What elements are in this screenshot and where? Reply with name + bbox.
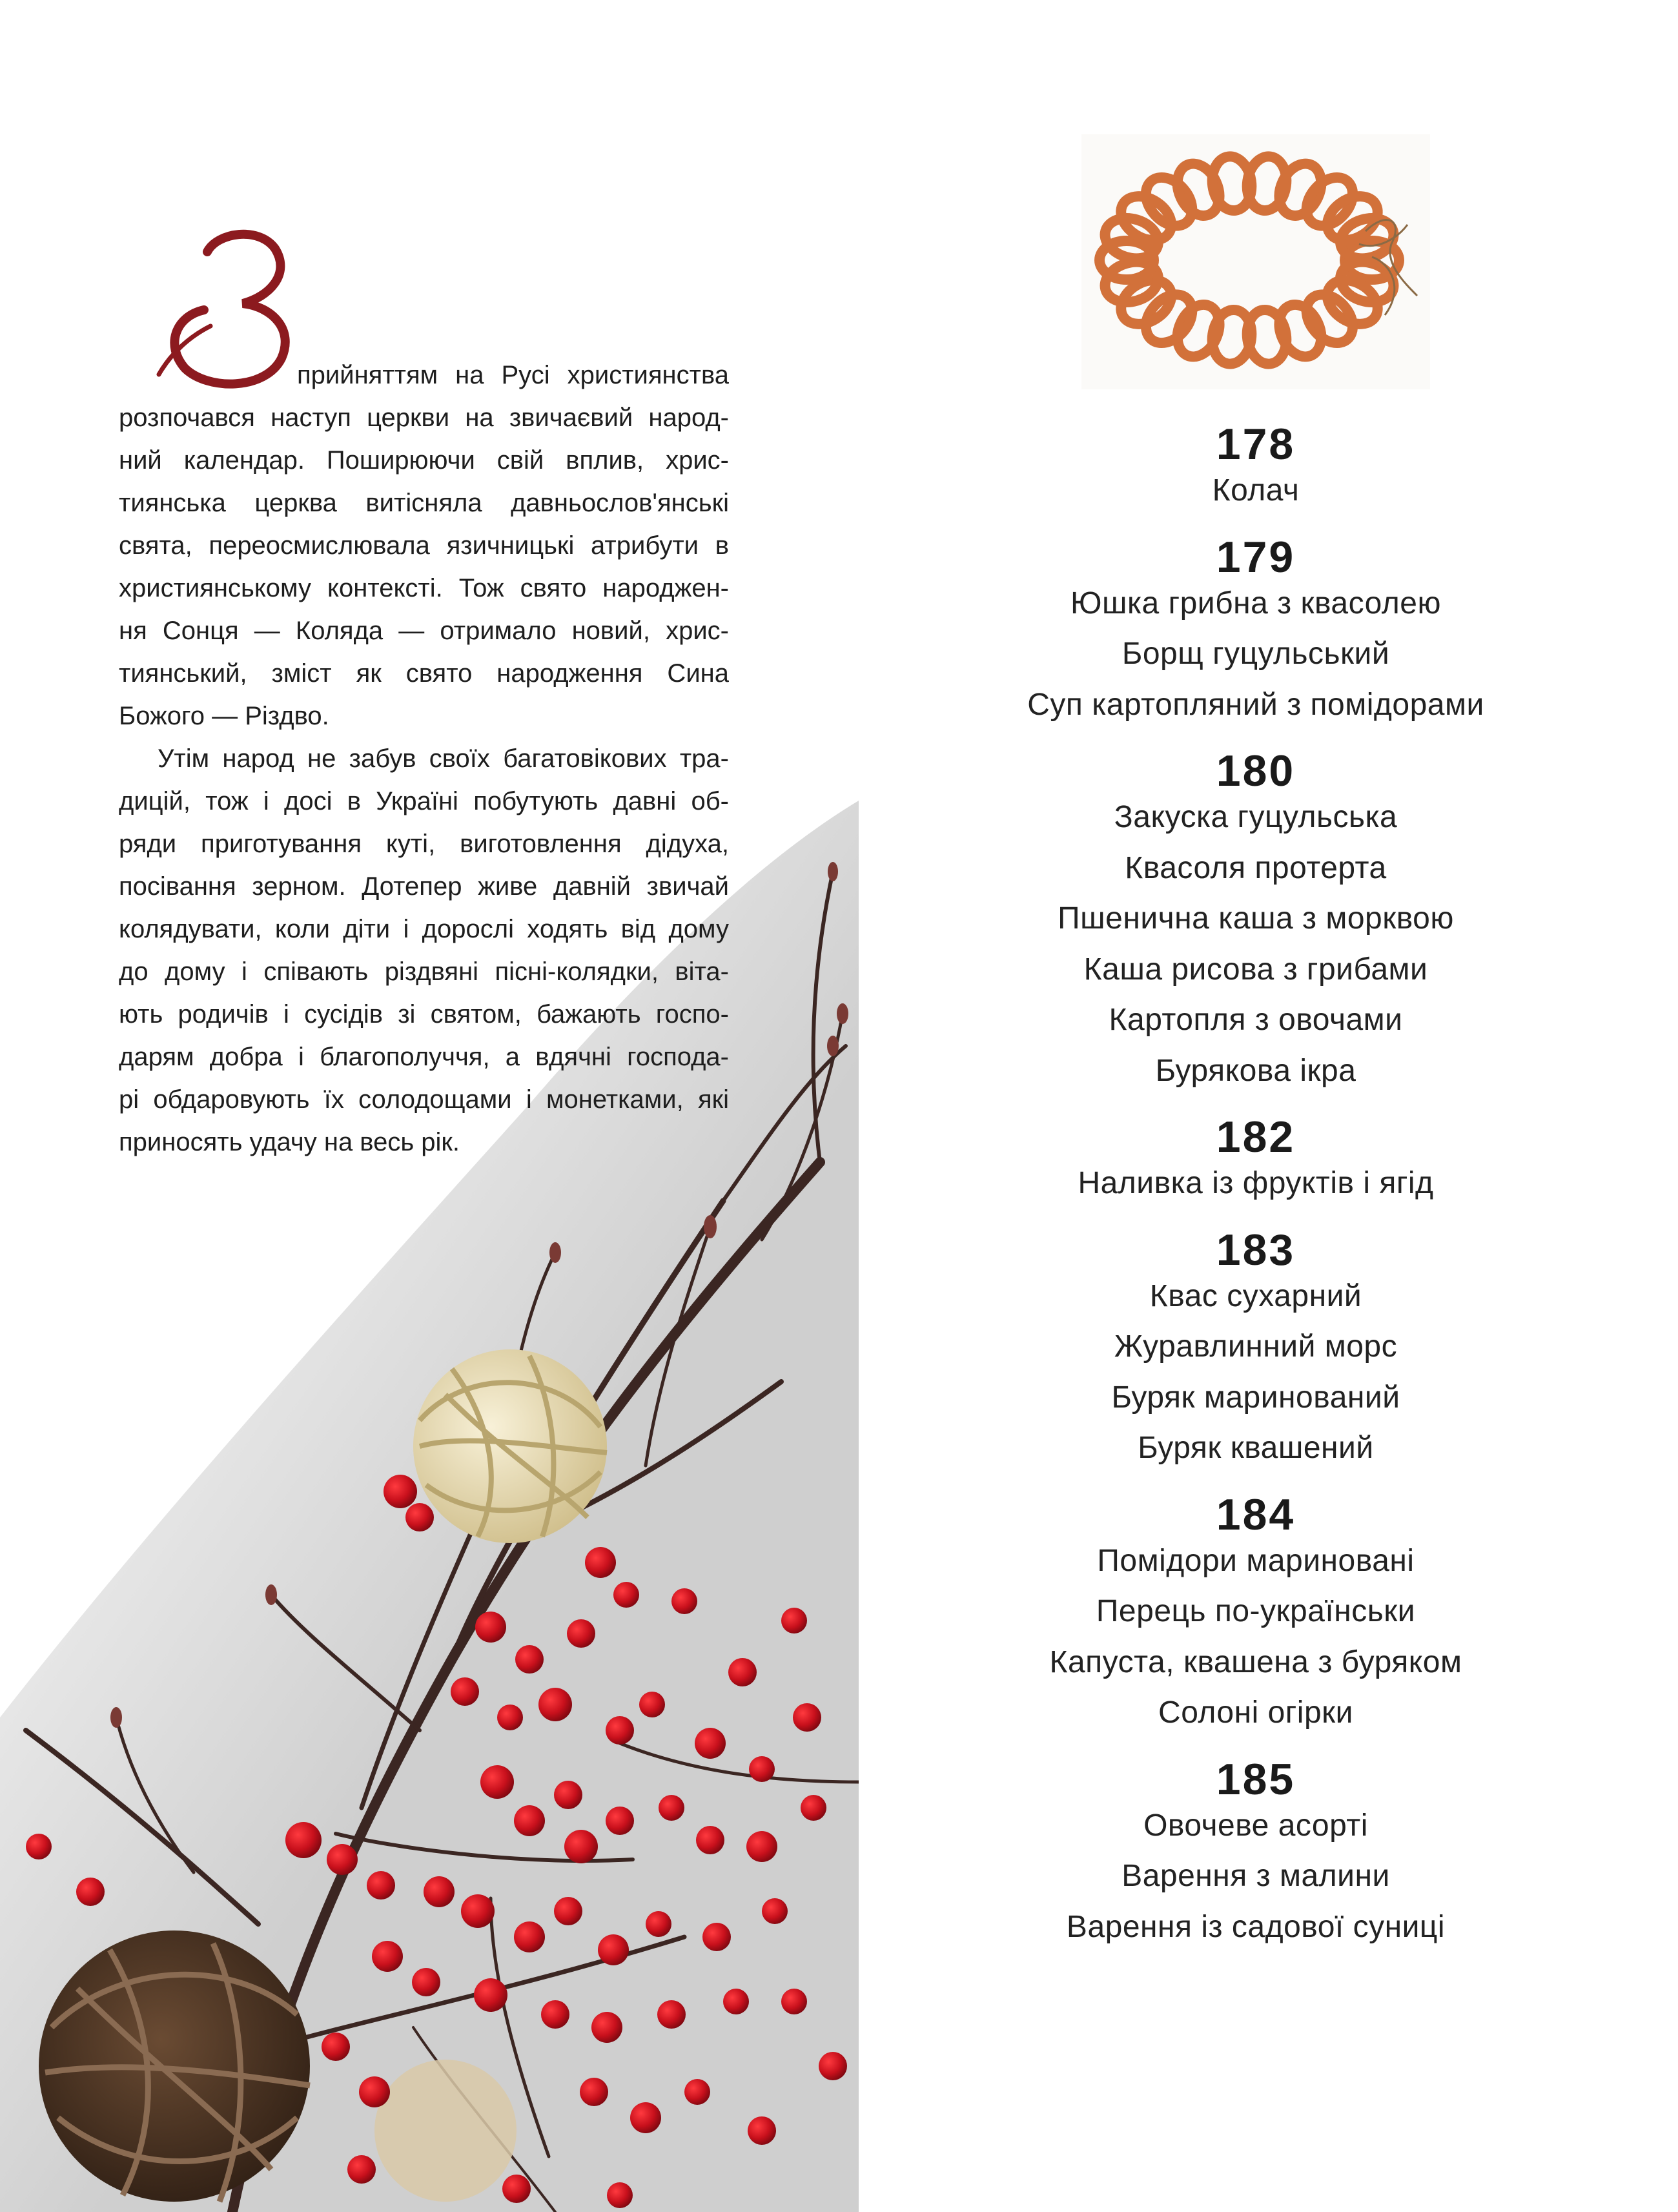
recipe-title: Бурякова ікра	[1155, 1053, 1356, 1088]
recipe-title: Солоні огірки	[1158, 1695, 1353, 1730]
text-line: ряди приготування куті, виготовлення дідуха,	[119, 830, 729, 858]
recipe-title: Журавлинний морс	[1114, 1329, 1398, 1364]
text-line: рі обдаровують їх солодощами і монетками, які	[119, 1085, 729, 1114]
text-line: Утім народ не забув своїх багатовікових тра-	[158, 744, 729, 773]
bagel-string-photo	[1081, 134, 1430, 389]
contents-group	[962, 730, 1550, 1096]
recipe-title: Варення з малини	[1121, 1859, 1390, 1893]
recipe-title: Капуста, квашена з буряком	[1049, 1644, 1462, 1679]
recipe-title: Буряк маринований	[1111, 1380, 1400, 1415]
page-number: 184	[1216, 1490, 1296, 1539]
recipe-title: Помідори мариновані	[1097, 1543, 1415, 1578]
contents-group	[962, 404, 1550, 517]
intro-text	[119, 354, 729, 1163]
contents-group	[962, 517, 1550, 731]
contents-group	[962, 1096, 1550, 1209]
text-line: до дому і співають різдвяні пісні-колядки, віта-	[119, 958, 729, 986]
text-line: Божого — Різдво.	[119, 702, 329, 730]
page-number: 179	[1216, 532, 1296, 582]
recipe-title: Суп картопляний з помідорами	[1027, 687, 1484, 722]
page-number: 183	[1216, 1225, 1296, 1275]
recipe-title: Квас сухарний	[1149, 1278, 1362, 1313]
text-line: дарям добра і благополуччя, а вдячні господа-	[119, 1043, 729, 1071]
text-line: тиянський, зміст як свято народження Сина	[119, 659, 729, 688]
text-line: свята, переосмислювала язичницькі атрибути в	[119, 531, 729, 560]
contents-group	[962, 1209, 1550, 1474]
recipe-title: Квасоля протерта	[1125, 850, 1387, 885]
page-number: 182	[1216, 1112, 1296, 1162]
dark-wicker-ball	[39, 1930, 310, 2202]
recipe-title: Колач	[1212, 473, 1300, 507]
page-number: 185	[1216, 1754, 1296, 1804]
recipe-title: Юшка грибна з квасолею	[1070, 586, 1441, 620]
text-line: ють родичів і сусідів зі святом, бажають госпо-	[119, 1000, 729, 1029]
text-line: ний календар. Поширюючи свій вплив, хрис-	[119, 446, 729, 475]
recipe-title: Перець по-українськи	[1096, 1594, 1416, 1628]
page-number: 180	[1216, 746, 1296, 795]
recipe-title: Буряк квашений	[1138, 1431, 1374, 1465]
contents-group	[962, 1739, 1550, 1953]
intro-paragraph-2	[119, 737, 729, 1163]
recipe-title: Варення із садової суниці	[1066, 1909, 1446, 1944]
recipe-title: Закуска гуцульська	[1114, 800, 1398, 834]
intro-paragraph-1	[119, 354, 729, 737]
text-line: тиянська церква витісняла давньослов'янські	[119, 489, 729, 517]
golden-wicker-ball	[413, 1349, 607, 1543]
page-number: 178	[1216, 420, 1296, 469]
text-line: розпочався наступ церкви на звичаєвий народ-	[119, 404, 729, 432]
recipe-title: Каша рисова з грибами	[1083, 952, 1428, 987]
text-line: ня Сонця — Коляда — отримало новий, хрис-	[119, 617, 729, 645]
recipe-title: Пшенична каша з морквою	[1058, 901, 1454, 936]
recipe-title: Овочеве асорті	[1143, 1808, 1368, 1843]
recipe-title: Наливка із фруктів і ягід	[1078, 1166, 1434, 1200]
text-line: християнському контексті. Тож свято народжен-	[119, 574, 729, 602]
recipe-title: Борщ гуцульський	[1121, 637, 1390, 671]
recipe-title: Картопля з овочами	[1109, 1003, 1403, 1037]
text-line: приносять удачу на весь рік.	[119, 1128, 460, 1156]
recipe-contents	[962, 404, 1550, 1952]
text-line: колядувати, коли діти і дорослі ходять від дому	[119, 915, 729, 943]
text-line: прийняттям на Русі християнства	[297, 361, 729, 389]
contents-group	[962, 1474, 1550, 1739]
text-line: дицій, тож і досі в Україні побутують давні об-	[119, 787, 729, 815]
text-line: посівання зерном. Дотепер живе давній звичай	[119, 872, 729, 901]
